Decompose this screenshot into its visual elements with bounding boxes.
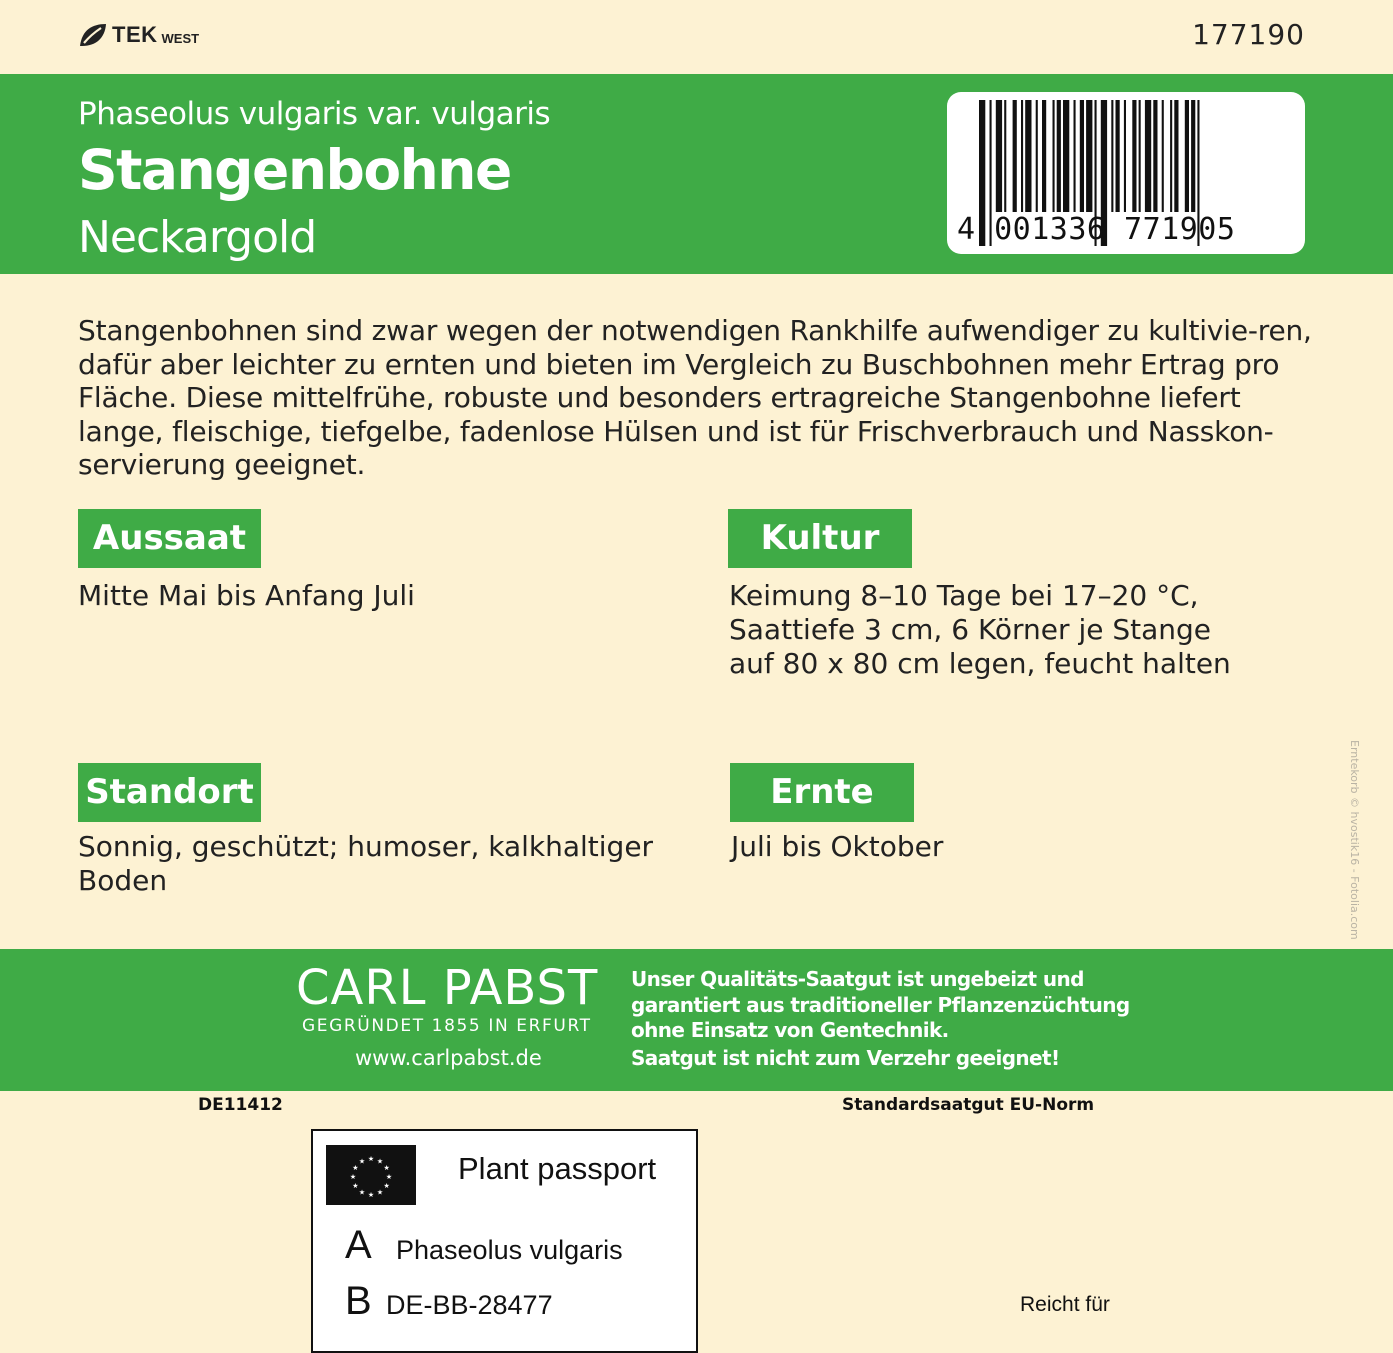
quality-line: Unser Qualitäts-Saatgut ist ungebeizt und bbox=[631, 967, 1084, 991]
kultur-heading: Kultur bbox=[728, 509, 912, 568]
latin-name: Phaseolus vulgaris var. vulgaris bbox=[78, 96, 551, 132]
de-code: DE11412 bbox=[198, 1095, 283, 1115]
standort-text bbox=[78, 830, 653, 898]
barcode-panel bbox=[947, 92, 1305, 254]
standort-heading: Standort bbox=[78, 763, 261, 822]
not-edible-warning: Saatgut ist nicht zum Verzehr geeignet! bbox=[631, 1046, 1060, 1070]
description-text: Stangenbohnen sind zwar wegen der notwendigen Rankhilfe aufwendiger zu kultivie-ren, dafür aber leichter zu ernten und bieten im Vergleich zu Buschbohnen mehr Ertrag pro Fläche. Diese mittelfrühe, robuste und besonders ertragreiche Stangenbohne liefert lange, fleischige, tiefgelbe, fadenlose Hülsen und ist für Frischverbrauch und Nasskon-servierung geeignet. bbox=[78, 314, 1312, 481]
ean-number: 4 001336 771905 bbox=[957, 212, 1236, 247]
quality-statement bbox=[631, 967, 1251, 1044]
plant-passport bbox=[311, 1129, 698, 1353]
passport-letter-b: B bbox=[345, 1279, 372, 1323]
brand-bold: TEK bbox=[112, 22, 158, 47]
reicht-fuer: Reicht für bbox=[1020, 1293, 1110, 1316]
brand-small: WEST bbox=[161, 30, 200, 46]
product-name: Stangenbohne bbox=[78, 138, 511, 202]
quality-line: garantiert aus traditioneller Pflanzenzüchtung bbox=[631, 992, 1130, 1017]
tekwest-logo bbox=[78, 20, 199, 50]
svg-text:★: ★ bbox=[358, 1157, 366, 1166]
standort-line: Sonnig, geschützt; humoser, kalkhaltiger bbox=[78, 830, 654, 863]
standort-line: Boden bbox=[78, 864, 168, 897]
aussaat-text: Mitte Mai bis Anfang Juli bbox=[78, 579, 415, 612]
svg-text:★: ★ bbox=[367, 1155, 375, 1163]
svg-text:★: ★ bbox=[352, 1182, 359, 1190]
passport-botanical-name: Phaseolus vulgaris bbox=[396, 1235, 623, 1265]
svg-text:★: ★ bbox=[349, 1173, 357, 1181]
svg-text:★: ★ bbox=[376, 1188, 384, 1197]
svg-text:★: ★ bbox=[383, 1182, 390, 1190]
quality-line: ohne Einsatz von Gentechnik. bbox=[631, 1018, 949, 1042]
passport-letter-a: A bbox=[345, 1223, 372, 1267]
kultur-line: Saattiefe 3 cm, 6 Körner je Stange bbox=[729, 613, 1212, 646]
standard-label: Standardsaatgut EU-Norm bbox=[842, 1095, 1095, 1115]
ernte-heading: Ernte bbox=[730, 763, 914, 822]
website-link[interactable]: www.carlpabst.de bbox=[355, 1046, 542, 1070]
kultur-line: Keimung 8–10 Tage bei 17–20 °C, bbox=[729, 579, 1199, 612]
leaf-logo-icon bbox=[78, 22, 108, 48]
svg-text:★: ★ bbox=[383, 1164, 390, 1172]
founded-line: GEGRÜNDET 1855 IN ERFURT bbox=[302, 1016, 592, 1036]
article-number: 177190 bbox=[1192, 18, 1305, 51]
eu-flag-icon bbox=[326, 1145, 416, 1205]
variety-name: Neckargold bbox=[78, 212, 317, 263]
kultur-line: auf 80 x 80 cm legen, feucht halten bbox=[729, 647, 1231, 680]
passport-registration: DE-BB-28477 bbox=[386, 1290, 553, 1320]
carl-pabst-brand: CARL PABST bbox=[296, 960, 599, 1016]
kultur-text bbox=[729, 579, 1231, 681]
passport-title: Plant passport bbox=[458, 1151, 657, 1186]
photo-credit-text: Erntekorb © hvostik16 - Fotolia.com bbox=[1348, 740, 1361, 940]
ernte-text: Juli bis Oktober bbox=[731, 830, 944, 863]
svg-text:★: ★ bbox=[367, 1191, 375, 1199]
aussaat-heading: Aussaat bbox=[78, 509, 261, 568]
svg-text:★: ★ bbox=[352, 1164, 359, 1172]
photo-credit bbox=[1345, 740, 1365, 940]
svg-text:★: ★ bbox=[385, 1173, 393, 1181]
svg-text:★: ★ bbox=[358, 1188, 366, 1197]
svg-text:★: ★ bbox=[376, 1157, 384, 1166]
